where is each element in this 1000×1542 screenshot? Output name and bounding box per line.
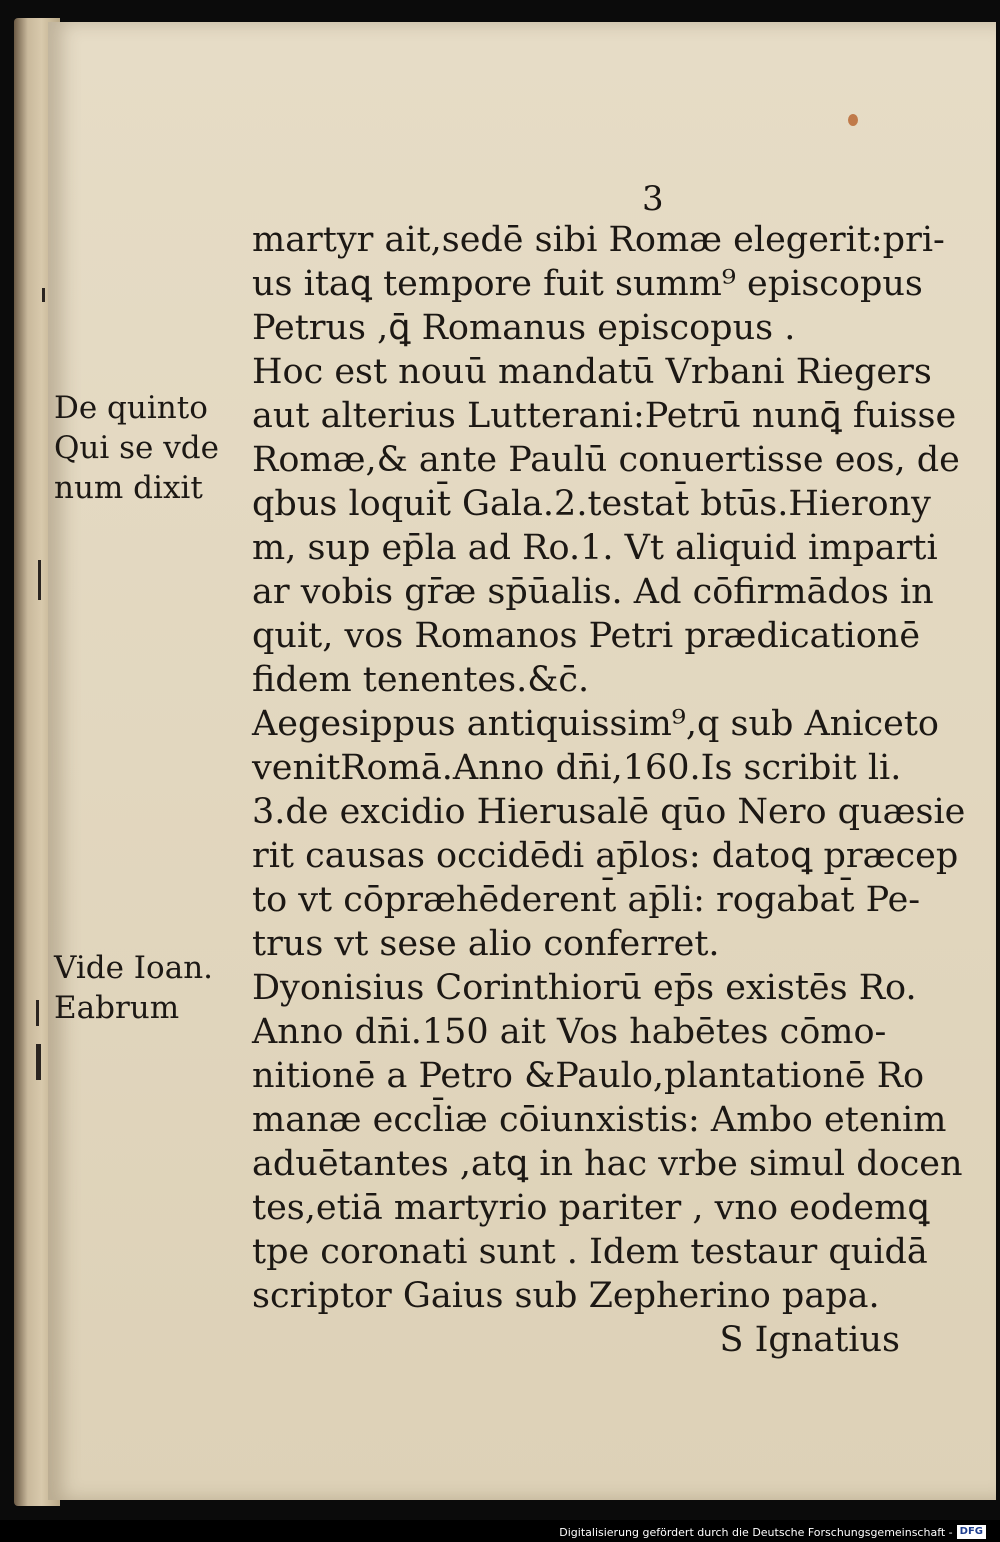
text-line: quit, vos Romanos Petri prædicationē: [252, 616, 921, 656]
text-line: Romæ,& ante Paulū conuertisse eos, de: [252, 440, 960, 480]
main-text-block: [252, 218, 966, 1362]
dfg-logo: DFG: [957, 1525, 986, 1539]
text-line: ar vobis gr̄æ sp̄ūalis. Ad cōfirmādos in: [252, 572, 934, 612]
text-line: manæ eccl̄iæ cōiunxistis: Ambo etenim: [252, 1100, 947, 1140]
text-line: Hoc est nouū mandatū Vrbani Riegers: [252, 352, 932, 392]
text-line: aut alterius Lutterani:Petrū nunꝗ̄ fuisse: [252, 396, 957, 436]
margin-note-vide-ioan: [54, 948, 213, 1028]
text-line: rit causas occidēdi ap̄los: datoꝗ præcep: [252, 836, 959, 876]
margin-mark: [36, 1000, 39, 1026]
text-line: Dyonisius Corinthiorū ep̄s existēs Ro.: [252, 968, 917, 1008]
catchword: S Ignatius: [719, 1320, 900, 1360]
text-line: fidem tenentes.&c̄.: [252, 660, 590, 700]
text-line: to vt cōpræhēderent̄ ap̄li: rogabat̄ Pe-: [252, 880, 921, 920]
margin-note-de-quinto: [54, 388, 219, 508]
margin-mark: [42, 288, 45, 302]
text-line: qbus loquit̄ Gala.2.testat̄ btūs.Hierony: [252, 484, 931, 524]
text-line: tes,etiā martyrio pariter , vno eodemꝗ: [252, 1188, 930, 1228]
text-line: scriptor Gaius sub Zepherino papa.: [252, 1276, 880, 1316]
footer-credit: Digitalisierung gefördert durch die Deutsche Forschungsgemeinschaft -: [559, 1525, 953, 1539]
margin-mark: [38, 560, 41, 600]
text-line: 3.de excidio Hierusalē qūo Nero quæsie: [252, 792, 966, 832]
page-number: 3: [642, 179, 664, 219]
text-line: martyr ait,sedē sibi Romæ elegerit:pri-: [252, 220, 945, 260]
text-line: m, sup ep̄la ad Ro.1. Vt aliquid imparti: [252, 528, 938, 568]
margin-note-line: Eabrum: [54, 990, 180, 1026]
text-line: venitRomā.Anno dn̄i,160.Is scribit li.: [252, 748, 902, 788]
text-line: Anno dn̄i.150 ait Vos habētes cōmo-: [252, 1012, 887, 1052]
paper-stain: [848, 114, 858, 126]
text-line: aduētantes ,atꝗ in hac vrbe simul docen: [252, 1144, 963, 1184]
margin-mark: [36, 1044, 41, 1080]
text-line: us itaꝗ tempore fuit summ⁹ episcopus: [252, 264, 923, 304]
margin-note-line: Qui se vde: [54, 430, 219, 466]
margin-note-line: De quinto: [54, 390, 208, 426]
margin-note-line: num dixit: [54, 470, 203, 506]
text-line: Petrus ,ꝗ̄ Romanus episcopus .: [252, 308, 796, 348]
margin-note-line: Vide Ioan.: [54, 950, 214, 986]
text-line: Aegesippus antiquissim⁹,q sub Aniceto: [252, 704, 939, 744]
digitization-footer: [559, 1524, 986, 1540]
text-line: trus vt sese alio conferret.: [252, 924, 720, 964]
text-line: tpe coronati sunt . Idem testaur quidā: [252, 1232, 928, 1272]
text-line: nitionē a Petro &Paulo,plantationē Ro: [252, 1056, 925, 1096]
